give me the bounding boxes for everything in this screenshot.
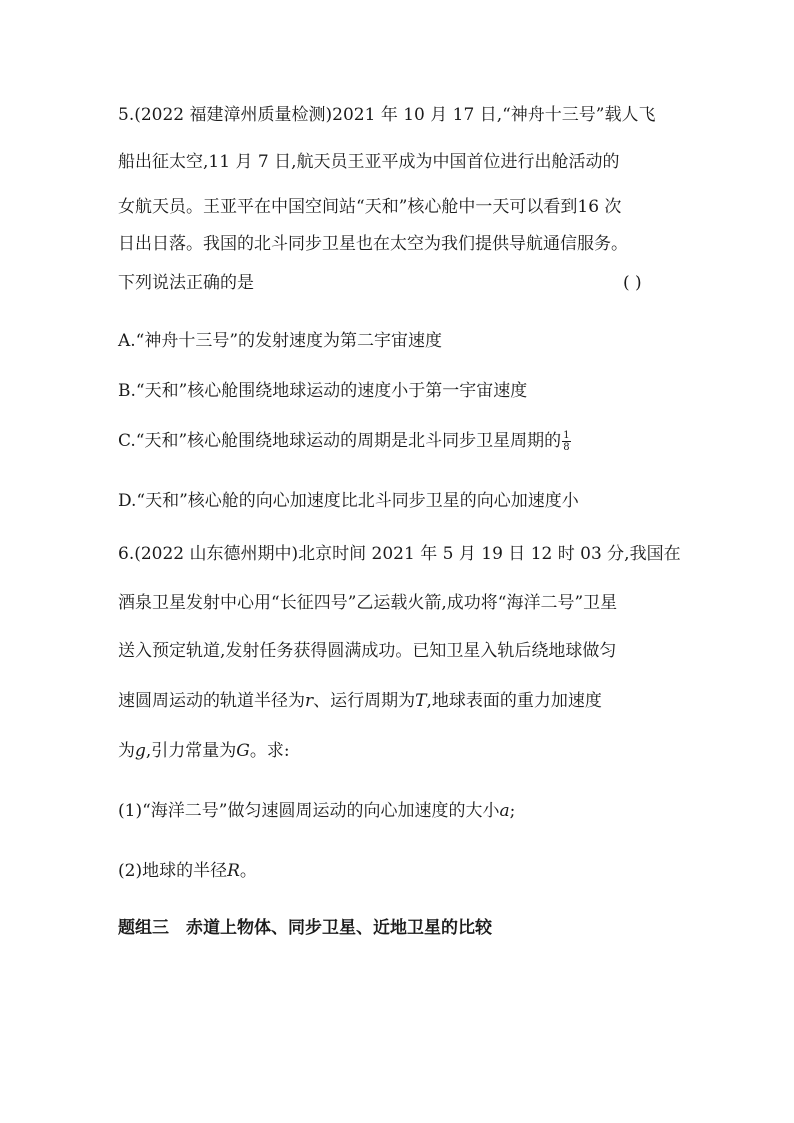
var-g: g [135,741,146,761]
q6-sub-1 [118,800,515,822]
fraction-one-eighth [562,430,570,453]
q5-line-1: 5.(2022 福建漳州质量检测)2021 年 10 月 17 日,“神舟十三号”载人飞 [118,105,656,125]
q5-option-d: D.“天和”核心舱的向心加速度比北斗同步卫星的向心加速度小 [118,491,579,511]
q6-sub-1-end: ; [509,801,516,821]
q6-sub-1-text: (1)“海洋二号”做匀速圆周运动的向心加速度的大小 [118,801,500,821]
q6-line-4-c: ,地球表面的重力加速度 [426,691,602,711]
q5-line-3: 女航天员。王亚平在中国空间站“天和”核心舱中一天可以看到16 次 [118,197,622,217]
q5-line-4: 日出日落。我国的北斗同步卫星也在太空为我们提供导航通信服务。 [118,234,628,254]
q6-line-5-a: 为 [118,741,135,761]
q6-sub-2-end: 。 [239,861,257,881]
var-r: r [305,691,314,711]
q5-option-a: A.“神舟十三号”的发射速度为第二宇宙速度 [118,331,443,351]
q6-line-3: 送入预定轨道,发射任务获得圆满成功。已知卫星入轨后绕地球做匀 [118,641,617,661]
q6-line-2: 酒泉卫星发射中心用“长征四号”乙运载火箭,成功将“海洋二号”卫星 [118,593,618,613]
var-R: R [227,861,240,881]
answer-paren: ( ) [623,273,642,293]
section-heading: 题组三 赤道上物体、同步卫星、近地卫星的比较 [118,918,492,938]
var-T: T [415,691,427,711]
q5-option-b: B.“天和”核心舱围绕地球运动的速度小于第一宇宙速度 [118,381,528,401]
q6-line-4-a: 速圆周运动的轨道半径为 [118,691,305,711]
q6-line-5-c: 。求: [249,741,290,761]
q6-line-5-b: ,引力常量为 [145,741,237,761]
q6-line-5 [118,740,290,762]
var-a: a [499,801,510,821]
fraction-numerator: 1 [563,430,570,441]
q6-sub-2-text: (2)地球的半径 [118,861,228,881]
var-G: G [236,741,250,761]
q5-option-c-text: C.“天和”核心舱围绕地球运动的周期是北斗同步卫星周期的 [118,431,562,451]
q6-line-1: 6.(2022 山东德州期中)北京时间 2021 年 5 月 19 日 12 时 03 分,我国在 [118,544,681,564]
q6-line-4-b: 、运行周期为 [313,691,416,711]
q6-line-4 [118,690,602,712]
q5-line-5: 下列说法正确的是 [118,273,254,293]
q6-sub-2 [118,860,257,882]
q5-line-2: 船出征太空,11 月 7 日,航天员王亚平成为中国首位进行出舱活动的 [118,152,620,172]
q5-option-c [118,430,571,453]
fraction-denominator: 8 [563,442,570,453]
